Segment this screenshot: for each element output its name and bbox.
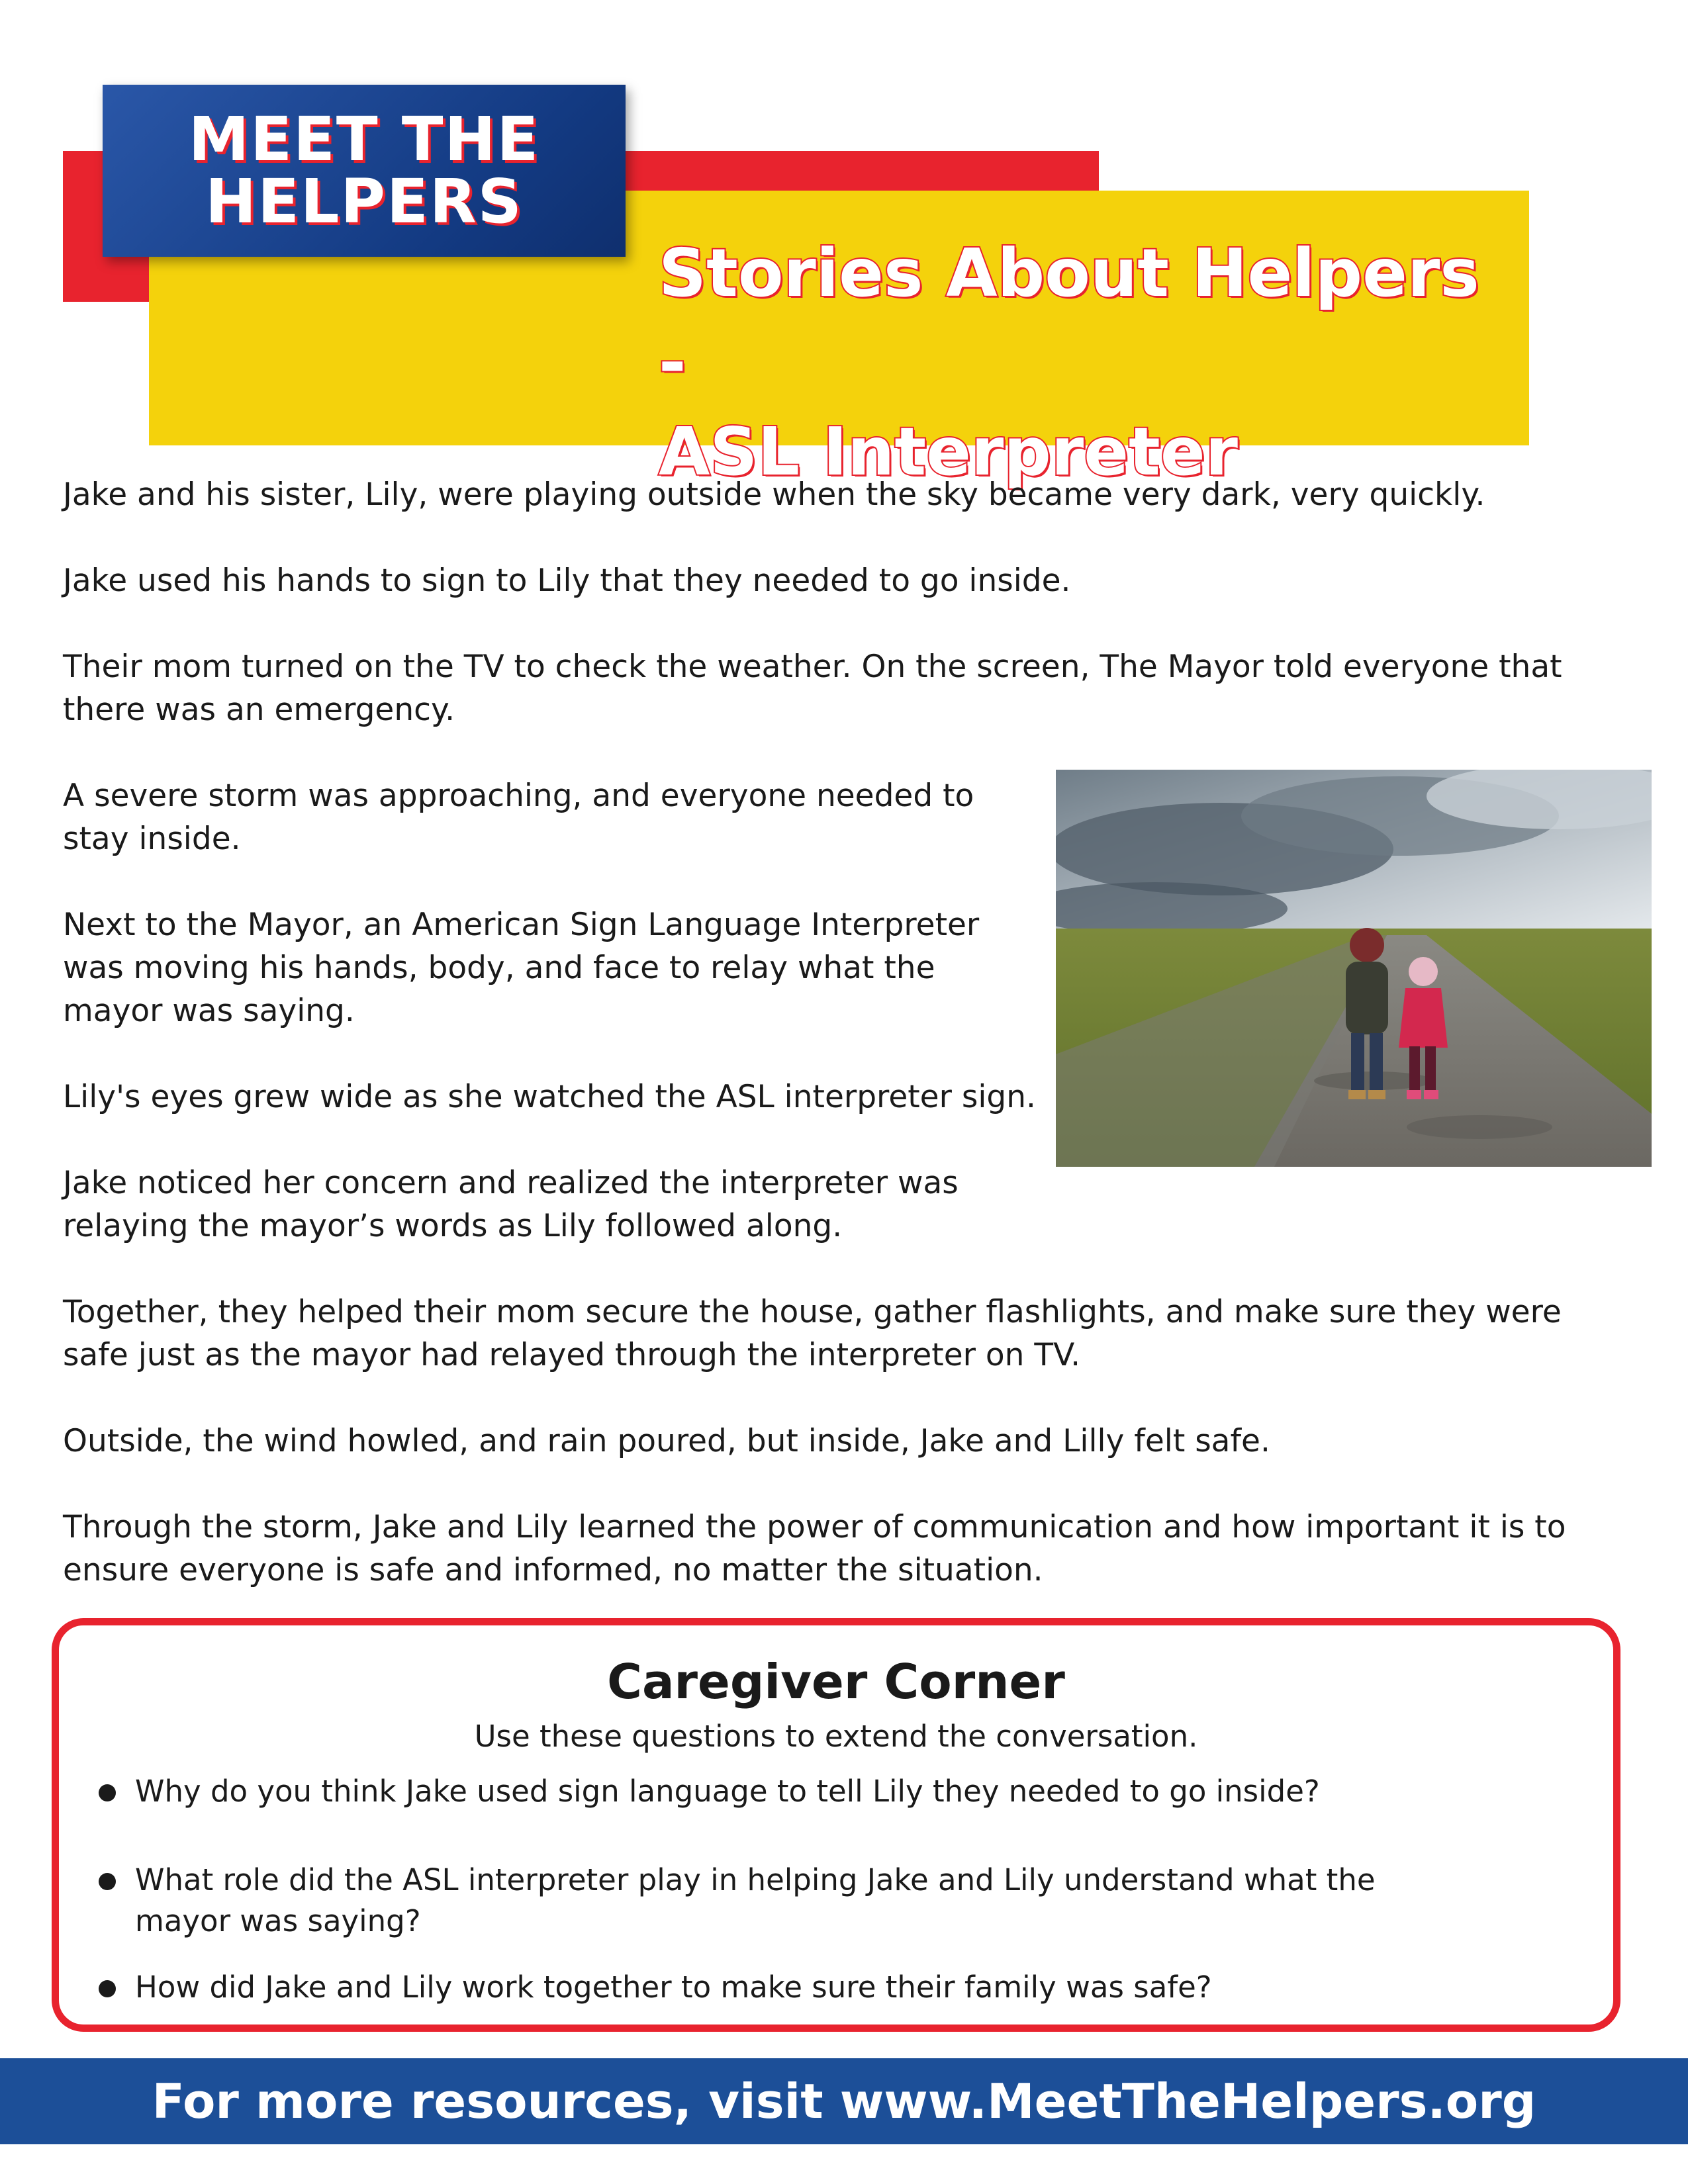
footer-resources-text[interactable]: For more resources, visit www.MeetTheHelpers.org: [152, 2073, 1536, 2129]
storm-road-illustration: [1056, 770, 1652, 1167]
story-paragraph: A severe storm was approaching, and everyone needed to stay inside.: [63, 778, 974, 857]
question-item: [99, 1771, 1389, 1812]
caregiver-corner-box: [52, 1618, 1620, 2032]
question-item: [99, 1860, 1389, 1942]
storm-road-photo: [1056, 770, 1652, 1167]
page-title-line-2: ASL Interpreter: [659, 413, 1238, 490]
story-paragraph: Together, they helped their mom secure the house, gather flashlights, and make sure they were safe just as the mayor had relayed through the interpreter on TV.: [63, 1294, 1562, 1373]
story-paragraph: Through the storm, Jake and Lily learned the power of communication and how important it is to ensure everyone is safe and informed, no matter the situation.: [63, 1509, 1566, 1588]
story-paragraph: Jake used his hands to sign to Lily that they needed to go inside.: [63, 563, 1071, 599]
caregiver-corner-subtitle: Use these questions to extend the conversation.: [474, 1719, 1198, 1754]
story-paragraph: Lily's eyes grew wide as she watched the ASL interpreter sign.: [63, 1079, 1036, 1115]
meet-the-helpers-logo: [103, 85, 626, 257]
logo-line-1: MEET THE: [188, 104, 540, 175]
caregiver-corner-title: Caregiver Corner: [607, 1654, 1065, 1709]
bullet-icon: [99, 1784, 116, 1801]
question-item: [99, 1967, 1389, 2008]
page-title-line-1: Stories About Helpers -: [659, 234, 1479, 401]
page-title: [659, 228, 1526, 496]
story-paragraph: Jake noticed her concern and realized the interpreter was relaying the mayor’s words as Lily followed along.: [63, 1165, 959, 1244]
footer-banner: [0, 2058, 1688, 2144]
bullet-icon: [99, 1980, 116, 1997]
story-paragraph: Jake and his sister, Lily, were playing outside when the sky became very dark, very quickly.: [63, 477, 1485, 513]
story-paragraph: Their mom turned on the TV to check the weather. On the screen, The Mayor told everyone that there was an emergency.: [63, 649, 1562, 728]
bullet-icon: [99, 1873, 116, 1890]
story-paragraph: Next to the Mayor, an American Sign Language Interpreter was moving his hands, body, and face to relay what the mayor was saying.: [63, 907, 980, 1029]
story-paragraph: Outside, the wind howled, and rain poured, but inside, Jake and Lilly felt safe.: [63, 1423, 1270, 1459]
question-text: Why do you think Jake used sign language to tell Lily they needed to go inside?: [135, 1774, 1320, 1809]
logo-line-2: HELPERS: [205, 166, 523, 237]
question-text: How did Jake and Lily work together to make sure their family was safe?: [135, 1970, 1212, 2005]
question-text: What role did the ASL interpreter play in helping Jake and Lily understand what the mayor was saying?: [135, 1862, 1376, 1938]
